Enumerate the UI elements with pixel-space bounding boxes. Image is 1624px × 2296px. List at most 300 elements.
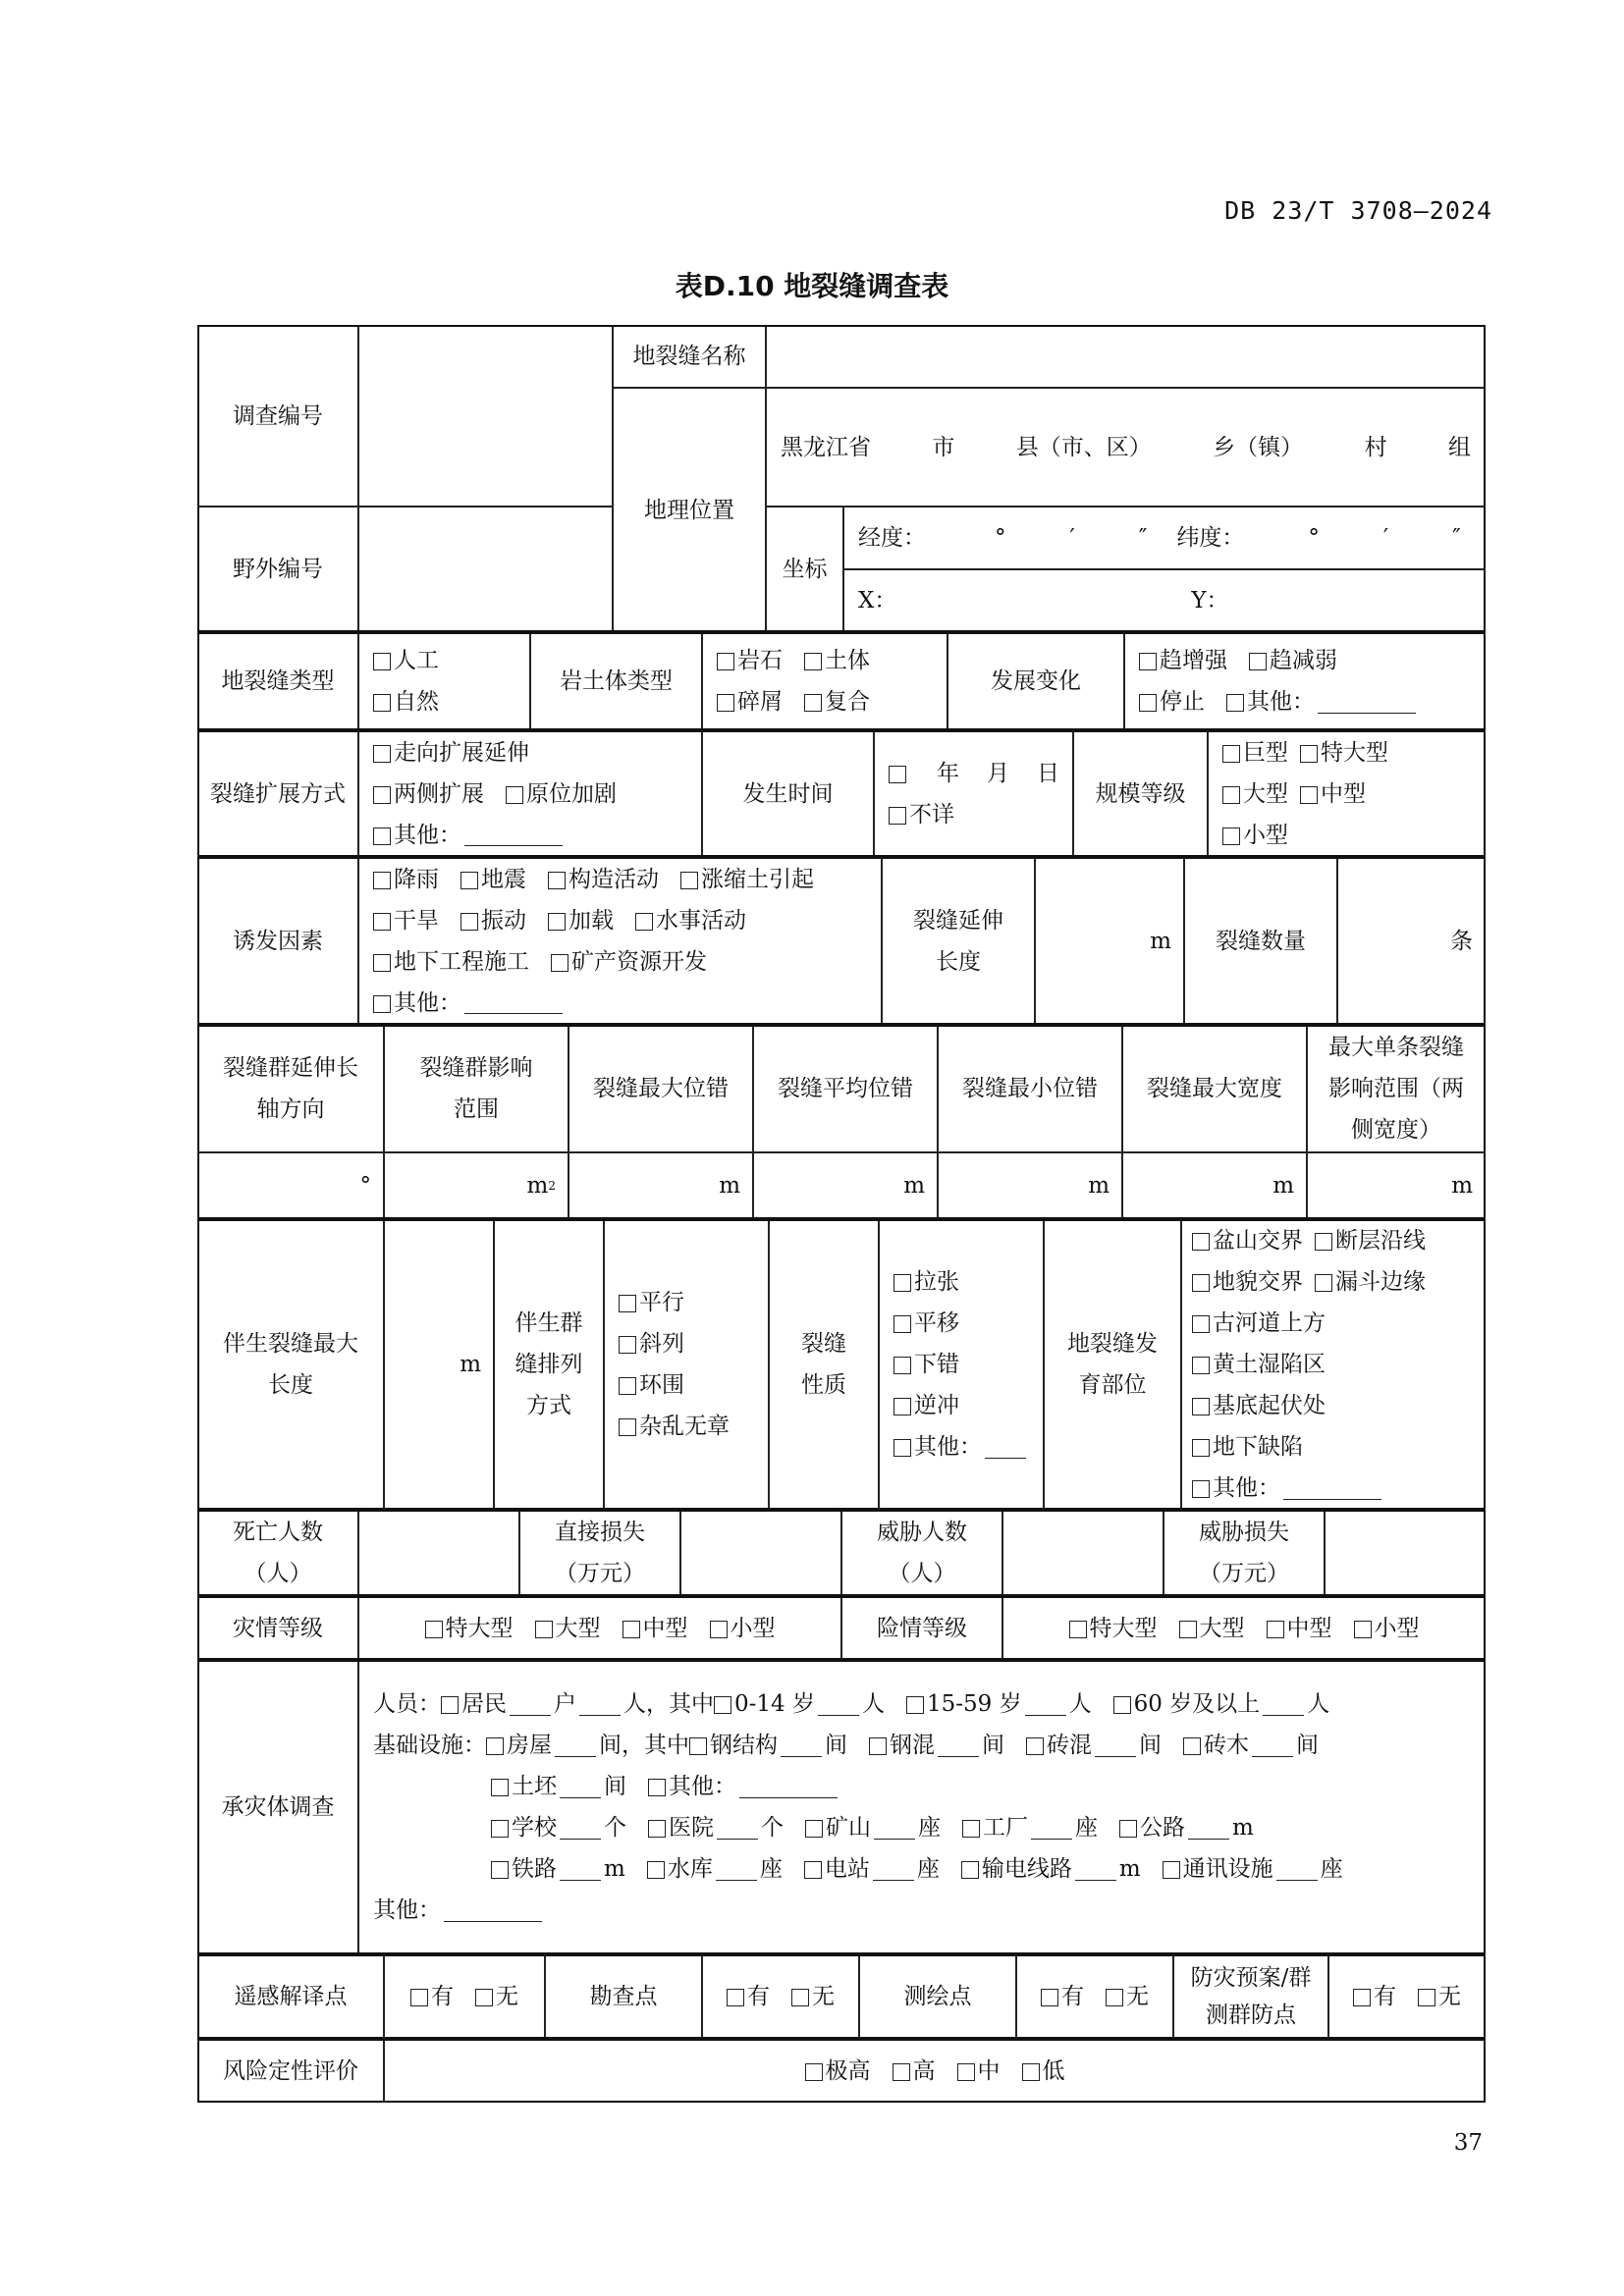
option-extra-large[interactable]: 特大型 (1300, 732, 1388, 774)
min-offset-field[interactable]: m (938, 1152, 1122, 1219)
group-range-field[interactable]: m 2 (384, 1152, 568, 1219)
inducing-options (358, 857, 882, 1025)
crack-nature-label: 裂缝性质 (769, 1219, 879, 1510)
blank-line[interactable] (579, 1693, 621, 1716)
checkbox-icon (717, 653, 734, 670)
option-loading[interactable]: 加载 (548, 900, 614, 941)
checkbox-icon (410, 1989, 428, 2006)
threat-loss-label: 威胁损失 （万元） (1164, 1510, 1325, 1596)
option-loess[interactable]: 黄土湿陷区 (1192, 1344, 1326, 1385)
checkbox-icon (1026, 1737, 1044, 1755)
checkbox-icon (727, 1989, 744, 2006)
deaths-label: 死亡人数 （人） (197, 1510, 358, 1596)
option-earth[interactable]: 土坯 间 (491, 1766, 626, 1807)
blank-line[interactable] (717, 1817, 758, 1840)
option-ancient-river[interactable]: 古河道上方 (1192, 1303, 1326, 1344)
checkbox-icon (957, 2063, 975, 2081)
checkbox-icon (805, 1820, 823, 1838)
checkbox-icon (373, 786, 391, 804)
option-strike-extend[interactable]: 走向扩展延伸 (373, 732, 529, 774)
province-text: 黑龙江省 (781, 434, 871, 460)
survey-no-label: 调查编号 (197, 325, 358, 507)
checkbox-icon (373, 828, 391, 845)
checkbox-icon (1222, 828, 1240, 845)
option-tectonic[interactable]: 构造活动 (548, 859, 659, 900)
risk-eval-label: 风险定性评价 (197, 2039, 384, 2103)
min-offset-label: 裂缝最小位错 (938, 1025, 1122, 1152)
blank-line[interactable] (938, 1735, 979, 1757)
option-natural[interactable]: 自然 (373, 681, 439, 722)
option-date[interactable]: 年 月 日 (889, 753, 1059, 794)
blank-line[interactable] (560, 1858, 601, 1881)
option-house[interactable]: 房屋 间 (486, 1725, 622, 1766)
checkbox-icon (1315, 1274, 1332, 1292)
option-composite[interactable]: 复合 (804, 681, 870, 722)
option-stopped[interactable]: 停止 (1139, 681, 1205, 722)
option-disaster-large[interactable]: 大型 (535, 1608, 601, 1649)
development-options (1124, 632, 1486, 730)
remote-sensing-label: 遥感解译点 (197, 1954, 384, 2039)
checkbox-icon (425, 1621, 443, 1638)
avg-offset-field[interactable]: m (753, 1152, 938, 1219)
option-swelling-soil[interactable]: 涨缩土引起 (680, 859, 814, 900)
option-strike-slip[interactable]: 平移 (893, 1303, 959, 1344)
checkbox-icon (680, 872, 698, 889)
checkbox-icon (1139, 694, 1157, 712)
city-text: 市 (932, 434, 955, 460)
prevention-plan-options (1328, 1954, 1486, 2039)
option-drought[interactable]: 干旱 (373, 900, 439, 941)
blank-line[interactable] (1188, 1817, 1229, 1840)
crack-count-label: 裂缝数量 (1184, 857, 1337, 1025)
option-mining[interactable]: 矿产资源开发 (551, 941, 707, 983)
option-position-other[interactable]: 其他： (1192, 1468, 1384, 1509)
option-giant[interactable]: 巨型 (1222, 732, 1288, 774)
blank-line[interactable] (464, 991, 563, 1014)
checkbox-icon (1192, 1357, 1210, 1374)
bearing-facilities-line-2 (373, 1848, 1343, 1890)
survey-point-label: 勘查点 (545, 1954, 702, 2039)
option-infra-other[interactable]: 其他： (648, 1766, 840, 1807)
option-small[interactable]: 小型 (1222, 815, 1288, 856)
blank-line[interactable] (1025, 1693, 1066, 1716)
expand-mode-label: 裂缝扩展方式 (197, 730, 358, 857)
option-station[interactable]: 电站 座 (804, 1848, 940, 1890)
checkbox-icon (1163, 1861, 1180, 1879)
option-power-line[interactable]: 输电线路 m (961, 1848, 1141, 1890)
checkbox-icon (1106, 1989, 1123, 2006)
checkbox-icon (805, 2063, 823, 2081)
risk-options (384, 2039, 1486, 2103)
blank-line[interactable] (818, 1693, 859, 1716)
bearing-other-line[interactable]: 其他： (373, 1890, 545, 1931)
assoc-arrange-label: 伴生群缝排列方式 (494, 1219, 604, 1510)
option-steel[interactable]: 钢结构 间 (689, 1725, 847, 1766)
option-rc[interactable]: 钢混 间 (869, 1725, 1004, 1766)
checkbox-icon (491, 1820, 509, 1838)
option-mp-yes[interactable]: 有 (1041, 1976, 1084, 2017)
option-danger-small[interactable]: 小型 (1354, 1608, 1420, 1649)
checkbox-icon (635, 913, 653, 931)
threat-people-field[interactable] (1002, 1510, 1164, 1596)
option-increasing[interactable]: 趋增强 (1139, 640, 1227, 681)
checkbox-icon (893, 1274, 911, 1292)
assoc-max-len-field[interactable]: m (384, 1219, 494, 1510)
max-offset-label: 裂缝最大位错 (568, 1025, 753, 1152)
blank-line[interactable] (1283, 1477, 1381, 1500)
checkbox-icon (1192, 1274, 1210, 1292)
blank-line[interactable] (1263, 1693, 1304, 1716)
checkbox-icon (373, 653, 391, 670)
checkbox-icon (889, 807, 906, 825)
checkbox-icon (535, 1621, 553, 1638)
single-range-field[interactable]: m (1307, 1152, 1486, 1219)
checkbox-icon (460, 913, 478, 931)
checkbox-icon (1226, 694, 1244, 712)
checkbox-icon (373, 745, 391, 763)
option-parallel[interactable]: 平行 (619, 1282, 684, 1323)
survey-no-field[interactable] (358, 325, 613, 507)
group-axis-field[interactable]: ° (197, 1152, 384, 1219)
bearing-infra-line-2 (373, 1766, 840, 1807)
option-basement[interactable]: 基底起伏处 (1192, 1385, 1326, 1426)
bearing-facilities-line (373, 1807, 1254, 1848)
option-brick-rc[interactable]: 砖混 间 (1026, 1725, 1162, 1766)
checkbox-icon (804, 1861, 822, 1879)
lat-min: ′ (1382, 525, 1389, 551)
fissure-type-label: 地裂缝类型 (197, 632, 358, 730)
coordinates-label: 坐标 (766, 507, 843, 632)
checkbox-icon (791, 1989, 809, 2006)
lon-sec: ″ (1138, 525, 1148, 551)
blank-line[interactable] (1031, 1817, 1072, 1840)
option-rs-yes[interactable]: 有 (410, 1976, 454, 2017)
option-nature-other[interactable]: 其他： (893, 1426, 1029, 1468)
table-title: 表D.10 地裂缝调查表 (675, 270, 949, 302)
max-width-label: 裂缝最大宽度 (1122, 1025, 1307, 1152)
blank-line[interactable] (985, 1436, 1026, 1459)
checkbox-icon (1192, 1439, 1210, 1457)
disaster-level-label: 灾情等级 (197, 1596, 358, 1660)
checkbox-icon (441, 1696, 459, 1714)
rock-soil-options (702, 632, 947, 730)
option-age-0-14[interactable]: 0-14 岁 人 (714, 1683, 885, 1725)
option-inducing-other[interactable]: 其他： (373, 983, 566, 1024)
prevention-plan-label: 防灾预案/群测群防点 (1173, 1954, 1328, 2039)
option-disaster-extra-large[interactable]: 特大型 (425, 1608, 514, 1649)
single-range-label: 最大单条裂缝影响范围（两侧宽度） (1307, 1025, 1486, 1152)
blank-line[interactable] (873, 1858, 914, 1881)
checkbox-icon (619, 1418, 636, 1436)
latitude-label: 纬度： (1176, 525, 1245, 551)
mapping-point-label: 测绘点 (859, 1954, 1016, 2039)
option-debris[interactable]: 碎屑 (717, 681, 783, 722)
dev-position-label: 地裂缝发育部位 (1044, 1219, 1181, 1510)
checkbox-icon (1022, 2063, 1040, 2081)
option-unknown[interactable]: 不详 (889, 794, 954, 835)
checkbox-icon (647, 1861, 665, 1879)
scale-level-label: 规模等级 (1073, 730, 1208, 857)
checkbox-icon (893, 2063, 910, 2081)
blank-line[interactable] (874, 1817, 915, 1840)
checkbox-icon (1315, 1233, 1332, 1251)
blank-line[interactable] (1318, 691, 1416, 714)
occur-time-options (874, 730, 1073, 857)
checkbox-icon (1192, 1315, 1210, 1333)
checkbox-icon (1069, 1621, 1087, 1638)
deaths-field[interactable] (358, 1510, 519, 1596)
option-in-situ[interactable]: 原位加剧 (506, 774, 617, 815)
checkbox-icon (962, 1820, 980, 1838)
bearing-survey-content (358, 1660, 1486, 1954)
option-thrust[interactable]: 逆冲 (893, 1385, 959, 1426)
checkbox-icon (373, 913, 391, 931)
village-text: 村 (1364, 434, 1387, 460)
expand-mode-options (358, 730, 702, 857)
option-risk-medium[interactable]: 中 (957, 2051, 1001, 2092)
checkbox-icon (1418, 1989, 1435, 2006)
option-age-15-59[interactable]: 15-59 岁 人 (906, 1683, 1092, 1725)
direct-loss-label: 直接损失 （万元） (519, 1510, 680, 1596)
option-age-60-plus[interactable]: 60 岁及以上 人 (1113, 1683, 1330, 1725)
checkbox-icon (491, 1861, 509, 1879)
option-telecom[interactable]: 通讯设施 座 (1163, 1848, 1343, 1890)
option-rain[interactable]: 降雨 (373, 859, 439, 900)
option-oblique[interactable]: 斜列 (619, 1323, 684, 1364)
blank-line[interactable] (716, 1858, 757, 1881)
checkbox-icon (1179, 1621, 1197, 1638)
checkbox-icon (551, 954, 568, 972)
blank-line[interactable] (444, 1899, 542, 1922)
option-risk-low[interactable]: 低 (1022, 2051, 1065, 2092)
blank-line[interactable] (1252, 1735, 1293, 1757)
checkbox-icon (710, 1621, 728, 1638)
option-road[interactable]: 公路 m (1119, 1807, 1254, 1848)
group-text: 组 (1447, 434, 1471, 460)
disaster-level-options (358, 1596, 841, 1660)
checkbox-icon (619, 1336, 636, 1354)
checkbox-icon (1354, 1621, 1372, 1638)
fissure-type-options (358, 632, 530, 730)
option-large[interactable]: 大型 (1222, 774, 1288, 815)
checkbox-icon (548, 872, 566, 889)
option-surround[interactable]: 环围 (619, 1364, 684, 1406)
checkbox-icon (1139, 653, 1157, 670)
checkbox-icon (1041, 1989, 1058, 2006)
lat-deg: ° (1308, 525, 1320, 551)
checkbox-icon (491, 1779, 509, 1796)
county-text: 县（市、区） (1015, 434, 1152, 460)
checkbox-icon (1183, 1737, 1201, 1755)
checkbox-icon (906, 1696, 924, 1714)
option-dev-other[interactable]: 其他： (1226, 681, 1419, 722)
checkbox-icon (804, 694, 822, 712)
bearing-people-line: 人员： 居民 户 人 ，其中 0-14 岁 人 15-59 岁 人 60 岁及以上 人 (373, 1683, 1329, 1725)
checkbox-icon (648, 1820, 666, 1838)
lon-min: ′ (1069, 525, 1075, 551)
checkbox-icon (1113, 1696, 1131, 1714)
checkbox-icon (714, 1696, 731, 1714)
blank-line[interactable] (464, 824, 563, 846)
checkbox-icon (1119, 1820, 1137, 1838)
option-chaotic[interactable]: 杂乱无章 (619, 1406, 730, 1447)
option-mine[interactable]: 矿山 座 (805, 1807, 941, 1848)
option-danger-large[interactable]: 大型 (1179, 1608, 1245, 1649)
geo-location-label: 地理位置 (613, 388, 766, 632)
blank-line[interactable] (739, 1776, 838, 1798)
checkbox-icon (889, 766, 906, 783)
option-rs-no[interactable]: 无 (475, 1976, 518, 2017)
checkbox-icon (893, 1357, 911, 1374)
blank-line[interactable] (560, 1817, 601, 1840)
survey-point-options (702, 1954, 859, 2039)
checkbox-icon (548, 913, 566, 931)
option-railway[interactable]: 铁路 m (491, 1848, 625, 1890)
threat-loss-field[interactable] (1325, 1510, 1486, 1596)
option-decreasing[interactable]: 趋减弱 (1249, 640, 1337, 681)
field-no-label: 野外编号 (197, 507, 358, 632)
option-sp-yes[interactable]: 有 (727, 1976, 770, 2017)
option-both-sides[interactable]: 两侧扩展 (373, 774, 484, 815)
danger-level-options (1002, 1596, 1486, 1660)
option-basin-mountain[interactable]: 盆山交界 (1192, 1220, 1303, 1261)
inducing-label: 诱发因素 (197, 857, 358, 1025)
blank-line[interactable] (560, 1776, 601, 1798)
occur-time-label: 发生时间 (702, 730, 874, 857)
option-tension[interactable]: 拉张 (893, 1261, 959, 1303)
checkbox-icon (717, 694, 734, 712)
survey-form (197, 325, 1486, 2116)
option-resident[interactable]: 居民 户 人 (441, 1683, 646, 1725)
option-medium[interactable]: 中型 (1300, 774, 1366, 815)
option-risk-high[interactable]: 高 (893, 2051, 936, 2092)
checkbox-icon (648, 1779, 666, 1796)
checkbox-icon (1249, 653, 1267, 670)
checkbox-icon (486, 1737, 504, 1755)
option-sp-no[interactable]: 无 (791, 1976, 835, 2017)
checkbox-icon (373, 872, 391, 889)
option-landform-boundary[interactable]: 地貌交界 (1192, 1261, 1303, 1303)
fissure-name-label: 地裂缝名称 (613, 325, 766, 388)
checkbox-icon (1300, 745, 1318, 763)
nature-options (879, 1219, 1044, 1510)
checkbox-icon (619, 1377, 636, 1395)
y-label: Y： (1191, 588, 1229, 614)
checkbox-icon (1300, 786, 1318, 804)
extend-length-label: 裂缝延伸长度 (882, 857, 1035, 1025)
longitude-label: 经度： (858, 525, 926, 551)
fissure-name-field[interactable] (766, 325, 1486, 388)
max-width-field[interactable]: m (1122, 1152, 1307, 1219)
option-normal[interactable]: 下错 (893, 1344, 959, 1385)
rock-soil-label: 岩土体类型 (530, 632, 702, 730)
checkbox-icon (893, 1398, 911, 1415)
option-soil[interactable]: 土体 (804, 640, 870, 681)
x-label: X： (858, 588, 897, 614)
option-water[interactable]: 水事活动 (635, 900, 746, 941)
blank-line[interactable] (781, 1735, 822, 1757)
checkbox-icon (506, 786, 523, 804)
development-label: 发展变化 (947, 632, 1124, 730)
option-hospital[interactable]: 医院 个 (648, 1807, 784, 1848)
checkbox-icon (1267, 1621, 1284, 1638)
checkbox-icon (1222, 786, 1240, 804)
option-underground[interactable]: 地下工程施工 (373, 941, 529, 983)
checkbox-icon (1222, 745, 1240, 763)
blank-line[interactable] (510, 1693, 551, 1716)
option-danger-extra-large[interactable]: 特大型 (1069, 1608, 1158, 1649)
option-brick-wood[interactable]: 砖木 间 (1183, 1725, 1319, 1766)
option-disaster-medium[interactable]: 中型 (623, 1608, 688, 1649)
blank-line[interactable] (555, 1735, 596, 1757)
option-fault-line[interactable]: 断层沿线 (1315, 1220, 1426, 1261)
option-factory[interactable]: 工厂 座 (962, 1807, 1098, 1848)
checkbox-icon (961, 1861, 979, 1879)
option-risk-very-high[interactable]: 极高 (805, 2051, 871, 2092)
blank-line[interactable] (1276, 1858, 1318, 1881)
town-text: 乡（镇） (1213, 434, 1304, 460)
danger-level-label: 险情等级 (841, 1596, 1002, 1660)
mapping-point-options (1016, 1954, 1173, 2039)
extend-length-field[interactable]: m (1035, 857, 1184, 1025)
checkbox-icon (1353, 1989, 1371, 2006)
option-artificial[interactable]: 人工 (373, 640, 439, 681)
option-underground-defect[interactable]: 地下缺陷 (1192, 1426, 1303, 1468)
option-earthquake[interactable]: 地震 (460, 859, 526, 900)
option-rock[interactable]: 岩石 (717, 640, 783, 681)
max-offset-field[interactable]: m (568, 1152, 753, 1219)
lon-lat-row[interactable] (843, 507, 1486, 569)
option-vibration[interactable]: 振动 (460, 900, 526, 941)
position-options (1181, 1219, 1486, 1510)
scale-options (1208, 730, 1486, 857)
checkbox-icon (373, 995, 391, 1013)
option-pp-no[interactable]: 无 (1418, 1976, 1461, 2017)
bearing-survey-label: 承灾体调查 (197, 1660, 358, 1954)
option-danger-medium[interactable]: 中型 (1267, 1608, 1332, 1649)
group-range-label: 裂缝群影响范围 (384, 1025, 568, 1152)
option-expand-other[interactable]: 其他： (373, 815, 566, 856)
direct-loss-field[interactable] (680, 1510, 841, 1596)
checkbox-icon (689, 1737, 707, 1755)
checkbox-icon (475, 1989, 493, 2006)
checkbox-icon (804, 653, 822, 670)
checkbox-icon (1192, 1233, 1210, 1251)
checkbox-icon (893, 1315, 911, 1333)
admin-location-row[interactable] (766, 388, 1486, 507)
lat-sec: ″ (1452, 525, 1461, 551)
option-funnel-edge[interactable]: 漏斗边缘 (1315, 1261, 1426, 1303)
field-no-field[interactable] (358, 507, 613, 632)
option-reservoir[interactable]: 水库 座 (647, 1848, 783, 1890)
checkbox-icon (619, 1295, 636, 1312)
option-disaster-small[interactable]: 小型 (710, 1608, 776, 1649)
assoc-max-len-label: 伴生裂缝最大长度 (197, 1219, 384, 1510)
blank-line[interactable] (1095, 1735, 1136, 1757)
xy-row[interactable] (843, 569, 1486, 632)
crack-count-field[interactable]: 条 (1337, 857, 1486, 1025)
avg-offset-label: 裂缝平均位错 (753, 1025, 938, 1152)
checkbox-icon (460, 872, 478, 889)
option-school[interactable]: 学校 个 (491, 1807, 626, 1848)
page-number: 37 (1453, 2130, 1483, 2156)
blank-line[interactable] (1075, 1858, 1116, 1881)
threat-people-label: 威胁人数 （人） (841, 1510, 1002, 1596)
option-pp-yes[interactable]: 有 (1353, 1976, 1396, 2017)
remote-sensing-options (384, 1954, 545, 2039)
option-mp-no[interactable]: 无 (1106, 1976, 1149, 2017)
checkbox-icon (373, 954, 391, 972)
